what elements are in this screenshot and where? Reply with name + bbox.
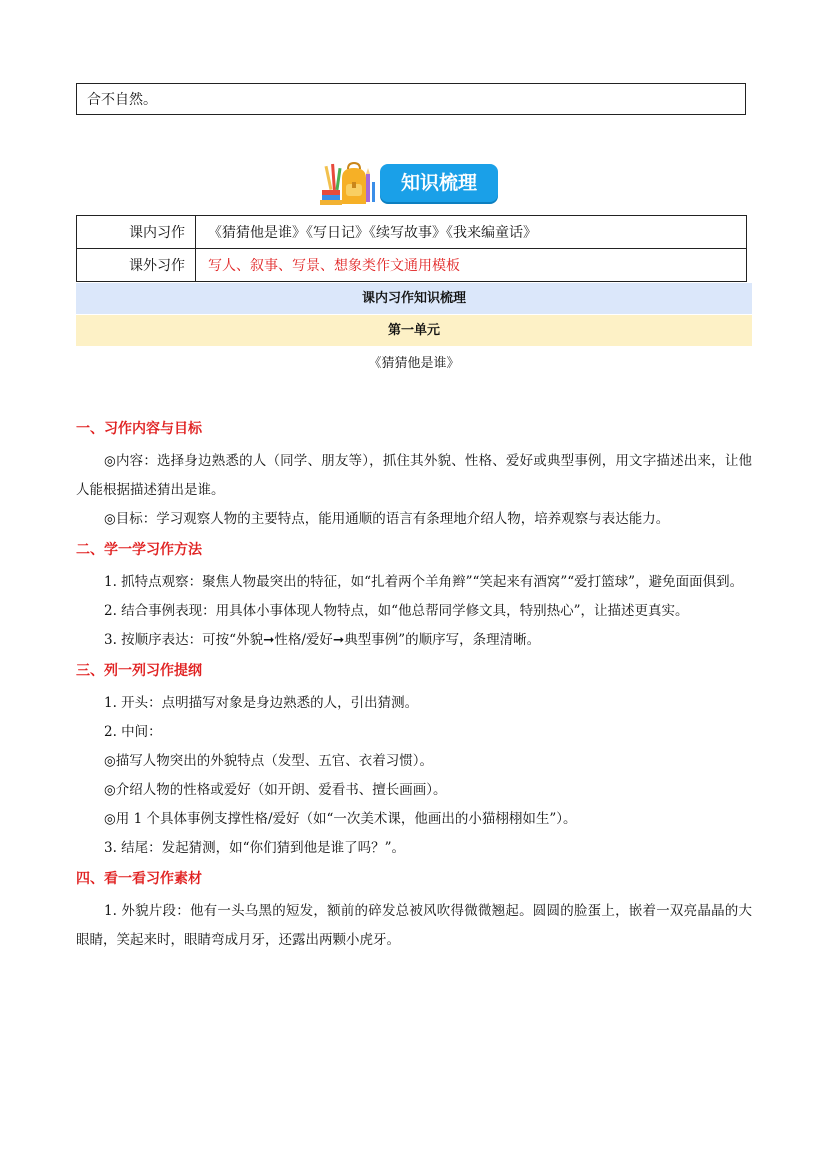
paragraph: ◎介绍人物的性格或爱好（如开朗、爱看书、擅长画画）。 [104, 782, 447, 798]
paragraph: 1. 抓特点观察：聚焦人物最突出的特征，如“扎着两个羊角辫”“笑起来有酒窝”“爱打篮球”，避免面面俱到。 [104, 574, 744, 590]
paragraph: ◎描写人物突出的外貌特点（发型、五官、衣着习惯）。 [104, 753, 434, 769]
essay-title: 《猜猜他是谁》 [368, 356, 460, 371]
paragraph: ◎用 1 个具体事例支撑性格/爱好（如“一次美术课，他画出的小猫栩栩如生”）。 [104, 811, 577, 827]
paragraph: 1. 开头：点明描写对象是身边熟悉的人，引出猜测。 [104, 695, 419, 711]
paragraph: 2. 结合事例表现：用具体小事体现人物特点，如“他总帮同学修文具，特别热心”，让描述更真实。 [104, 603, 689, 619]
school-bag-illustration-icon [318, 160, 380, 206]
paragraph: 1. 外貌片段：他有一头乌黑的短发，额前的碎发总被风吹得微微翘起。圆圆的脸蛋上，嵌着一双亮晶晶的大眼睛，笑起来时，眼睛弯成月牙，还露出两颗小虎牙。 [76, 903, 752, 948]
continued-text-box [76, 83, 746, 115]
paragraph: 3. 按顺序表达：可按“外貌➞性格/爱好➞典型事例”的顺序写，条理清晰。 [104, 632, 541, 648]
section-heading: 一、习作内容与目标 [76, 421, 202, 437]
unit-band: 第一单元 [76, 315, 752, 346]
paragraph: 2. 中间： [104, 724, 162, 740]
section-heading: 四、看一看习作素材 [76, 871, 202, 887]
paragraph: 3. 结尾：发起猜测，如“你们猜到他是谁了吗？”。 [104, 840, 405, 856]
table-key: 课内习作 [77, 216, 196, 249]
content-body [76, 418, 752, 955]
paragraph: ◎目标：学习观察人物的主要特点，能用通顺的语言有条理地介绍人物，培养观察与表达能力。 [104, 511, 670, 527]
continued-text: 合不自然。 [87, 92, 157, 108]
table-value: 《猜猜他是谁》《写日记》《续写故事》《我来编童话》 [196, 216, 747, 249]
table-value-highlight: 写人、叙事、写景、想象类作文通用模板 [196, 249, 747, 282]
table-row [77, 249, 747, 282]
section-banner [318, 160, 500, 206]
paragraph: ◎内容：选择身边熟悉的人（同学、朋友等），抓住其外貌、性格、爱好或典型事例，用文字描述出来，让他人能根据描述猜出是谁。 [76, 453, 752, 498]
knowledge-band: 课内习作知识梳理 [76, 283, 752, 314]
banner-label: 知识梳理 [380, 164, 498, 202]
table-key: 课外习作 [77, 249, 196, 282]
assignment-table [76, 215, 747, 282]
section-heading: 三、列一列习作提纲 [76, 663, 202, 679]
table-row [77, 216, 747, 249]
section-heading: 二、学一学习作方法 [76, 542, 202, 558]
